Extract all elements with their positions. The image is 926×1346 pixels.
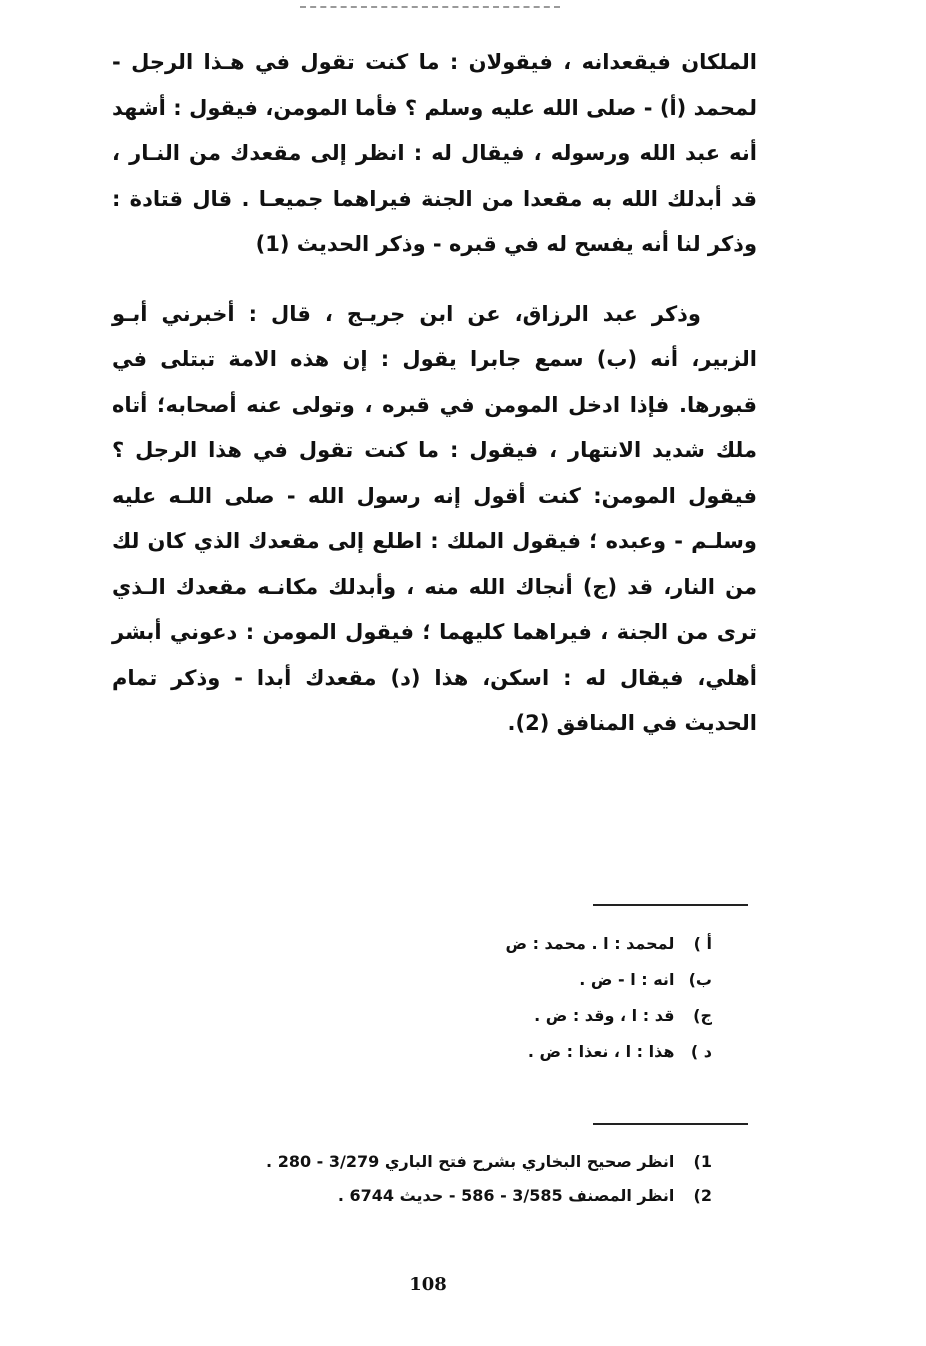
footnote-text: انظر صحيح البخاري بشرح فتح الباري 3/279 - 280 . [266, 1152, 675, 1171]
variant-item [252, 998, 712, 1034]
variant-mark: د ) [690, 1042, 712, 1061]
footnotes [192, 1145, 712, 1213]
variants-separator [593, 904, 748, 906]
textual-variants [252, 926, 712, 1070]
variant-text: انه : ا - ض . [579, 970, 675, 989]
footnote-mark: 1) [693, 1152, 712, 1171]
variant-item [252, 926, 712, 962]
variant-text: قد : ا ، وقد : ض . [534, 1006, 675, 1025]
footnote-text: انظر المصنف 3/585 - 586 - حديث 6744 . [337, 1186, 675, 1205]
variant-item [252, 962, 712, 998]
page-number: 108 [409, 1274, 447, 1295]
footnote-item [192, 1145, 712, 1179]
paragraph-1: الملكان فيقعدانه ، فيقولان : ما كنت تقول في هـذا الرجل - لمحمد (أ) - صلى الله عليه وسلم ؟ فأما المومن، فيقول : أشهد أنه عبد الله ورسوله ، فيقال له : انظر إلى مقعدك من النـار ، قد أبدلك الله به مقعدا من الجنة فيراهما جميعـا . قال قتادة : وذكر لنا أنه يفسح له في قبره - وذكر الحديث (1) [112, 50, 757, 256]
main-text [112, 40, 757, 747]
variant-mark: أ ) [693, 934, 712, 953]
variant-text: لمحمد : ا . محمد : ض [505, 934, 675, 953]
variant-text: هذا : ا ، نعذا : ض . [527, 1042, 675, 1061]
variant-mark: ب) [688, 970, 712, 989]
footnote-item [192, 1179, 712, 1213]
top-edge-rule [300, 6, 560, 8]
variant-item [252, 1034, 712, 1070]
paragraph-2: وذكر عبد الرزاق، عن ابن جريـج ، قال : أخبرني أبـو الزبير، أنه (ب) سمع جابرا يقول : إن هذه الامة تبتلى في قبورها. فإذا ادخل المومن في قبره ، وتولى عنه أصحابه؛ أتاه ملك شديد الانتهار ، فيقول : ما كنت تقول في هذا الرجل ؟ فيقول المومن: كنت أقول إنه رسول الله - صلى اللـه عليه وسلـم - وعبده ؛ فيقول الملك : اطلع إلى مقعدك الذي كان لك من النار، قد (ج) أنجاك الله منه ، وأبدلك مكانـه مقعدك الـذي ترى من الجنة ، فيراهما كليهما ؛ فيقول المومن : دعوني أبشر أهلي، فيقال له : اسكن، هذا (د) مقعدك أبدا - وذكر تمام الحديث في المنافق (2). [112, 301, 757, 735]
footnotes-separator [593, 1123, 748, 1125]
footnote-mark: 2) [693, 1186, 712, 1205]
variant-mark: ج) [693, 1006, 712, 1025]
